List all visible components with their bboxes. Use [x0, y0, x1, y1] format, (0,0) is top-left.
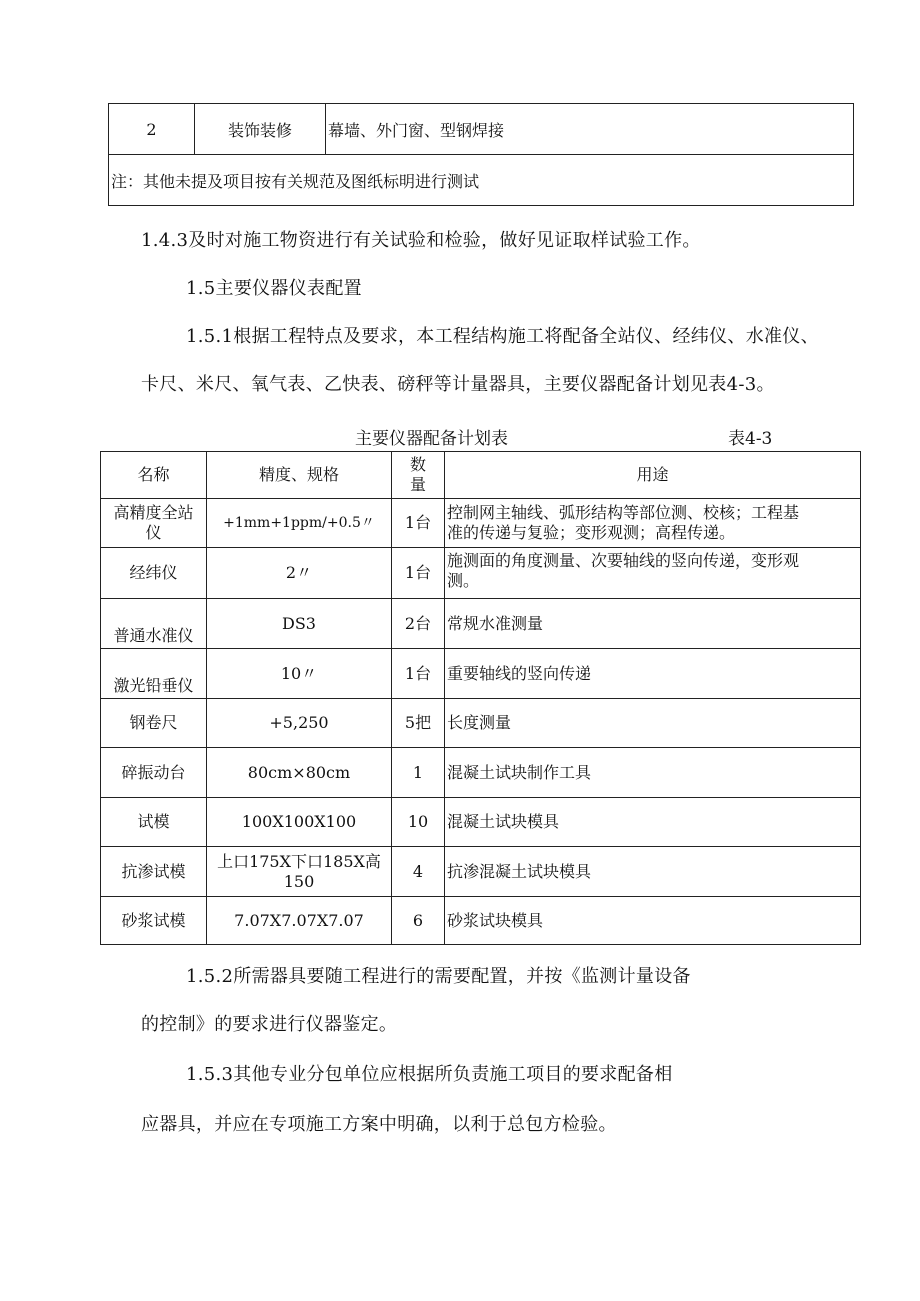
instrument-use: 长度测量 — [445, 699, 861, 748]
instrument-use-line2: 准的传递与复验；变形观测；高程传递。 — [447, 523, 736, 542]
table-row — [101, 748, 861, 798]
instrument-name — [101, 499, 207, 548]
instrument-spec: 80cm×80cm — [207, 748, 392, 798]
instrument-spec-line1: 上口175X下口185X高 — [217, 851, 381, 871]
instrument-name: 钢卷尺 — [101, 699, 207, 748]
paragraph-1-5-3-line2: 应器具，并应在专项施工方案中明确，以利于总包方检验。 — [141, 1114, 617, 1135]
table-row — [101, 798, 861, 847]
instrument-use: 砂浆试块模具 — [445, 897, 861, 945]
table-header-row — [101, 452, 861, 499]
instrument-spec-line2: 150 — [283, 871, 315, 891]
instrument-plan-table — [100, 451, 861, 945]
instrument-qty: 1台 — [392, 499, 445, 548]
table-row — [101, 847, 861, 897]
instrument-name: 激光铅垂仪 — [101, 649, 207, 699]
header-qty — [392, 452, 445, 499]
instrument-name-line2: 仪 — [145, 523, 162, 542]
table-row — [101, 548, 861, 599]
table-note-row — [109, 155, 854, 206]
table-row — [101, 499, 861, 548]
instrument-use: 常规水准测量 — [445, 599, 861, 649]
instrument-spec: 100X100X100 — [207, 798, 392, 847]
paragraph-1-4-3: 1.4.3及时对施工物资进行有关试验和检验，做好见证取样试验工作。 — [141, 230, 701, 251]
header-qty-line2: 量 — [409, 475, 426, 494]
instrument-qty: 2台 — [392, 599, 445, 649]
instrument-spec — [207, 847, 392, 897]
row-category: 装饰装修 — [195, 104, 326, 155]
instrument-name: 砂浆试模 — [101, 897, 207, 945]
header-use: 用途 — [445, 452, 861, 499]
table-note: 注：其他未提及项目按有关规范及图纸标明进行测试 — [109, 155, 854, 206]
instrument-spec: +1mm+1ppm/+0.5〃 — [207, 499, 392, 548]
row-items: 幕墙、外门窗、型钢焊接 — [326, 104, 854, 155]
table-row — [101, 649, 861, 699]
instrument-qty: 1 — [392, 748, 445, 798]
instrument-spec: 10〃 — [207, 649, 392, 699]
instrument-name: 试模 — [101, 798, 207, 847]
paragraph-1-5-3-line1: 1.5.3其他专业分包单位应根据所负责施工项目的要求配备相 — [186, 1064, 673, 1085]
table-caption: 主要仪器配备计划表 — [355, 429, 508, 449]
instrument-spec: +5,250 — [207, 699, 392, 748]
paragraph-1-5-1-line2: 卡尺、米尺、氧气表、乙快表、磅秤等计量器具，主要仪器配备计划见表4-3。 — [141, 374, 775, 395]
instrument-use — [445, 548, 861, 599]
header-spec: 精度、规格 — [207, 452, 392, 499]
instrument-name: 碎振动台 — [101, 748, 207, 798]
table-number: 表4-3 — [728, 429, 773, 449]
instrument-use: 混凝土试块制作工具 — [445, 748, 861, 798]
instrument-spec: 7.07X7.07X7.07 — [207, 897, 392, 945]
paragraph-1-5-1-line1: 1.5.1根据工程特点及要求，本工程结构施工将配备全站仪、经纬仪、水准仪、 — [186, 326, 819, 347]
instrument-name: 普通水准仪 — [101, 599, 207, 649]
table-row — [101, 897, 861, 945]
instrument-use-line2: 测。 — [447, 571, 480, 590]
instrument-use-line1: 控制网主轴线、弧形结构等部位测、校核；工程基 — [447, 503, 800, 522]
instrument-name: 经纬仪 — [101, 548, 207, 599]
project-test-table — [108, 103, 854, 206]
instrument-qty: 6 — [392, 897, 445, 945]
instrument-spec: 2〃 — [207, 548, 392, 599]
instrument-name: 抗渗试模 — [101, 847, 207, 897]
table-row — [101, 699, 861, 748]
table-row — [109, 104, 854, 155]
instrument-qty: 4 — [392, 847, 445, 897]
instrument-qty: 5把 — [392, 699, 445, 748]
table-row — [101, 599, 861, 649]
instrument-qty: 10 — [392, 798, 445, 847]
instrument-use: 混凝土试块模具 — [445, 798, 861, 847]
paragraph-1-5-2-line1: 1.5.2所需器具要随工程进行的需要配置，并按《监测计量设备 — [186, 966, 691, 987]
instrument-spec: DS3 — [207, 599, 392, 649]
instrument-qty: 1台 — [392, 548, 445, 599]
row-number: 2 — [109, 104, 195, 155]
paragraph-1-5-2-line2: 的控制》的要求进行仪器鉴定。 — [141, 1014, 398, 1035]
instrument-use-line1: 施测面的角度测量、次要轴线的竖向传递，变形观 — [447, 551, 800, 570]
section-heading-1-5: 1.5主要仪器仪表配置 — [186, 278, 362, 299]
header-qty-line1: 数 — [409, 455, 426, 474]
instrument-use: 抗渗混凝土试块模具 — [445, 847, 861, 897]
instrument-use: 重要轴线的竖向传递 — [445, 649, 861, 699]
instrument-name-line1: 高精度全站 — [113, 503, 194, 522]
instrument-use — [445, 499, 861, 548]
instrument-qty: 1台 — [392, 649, 445, 699]
header-name: 名称 — [101, 452, 207, 499]
